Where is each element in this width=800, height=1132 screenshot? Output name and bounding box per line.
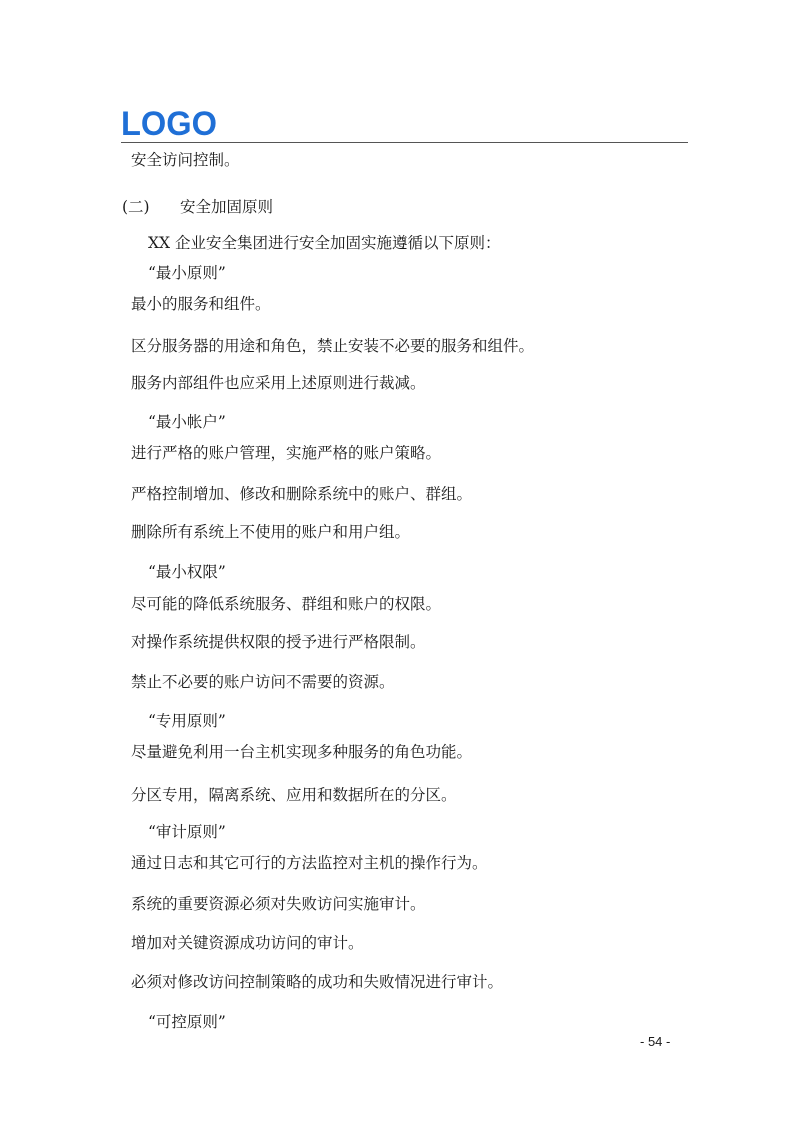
- text-line: 增加对关键资源成功访问的审计。: [131, 934, 364, 952]
- text-line: 最小的服务和组件。: [131, 295, 271, 313]
- section-number: (二): [122, 198, 150, 216]
- text-line: 安全访问控制。: [131, 151, 240, 169]
- text-line: 尽量避免利用一台主机实现多种服务的角色功能。: [131, 743, 473, 761]
- text-line: 严格控制增加、修改和删除系统中的账户、群组。: [131, 485, 473, 503]
- text-line: 禁止不必要的账户访问不需要的资源。: [131, 673, 395, 691]
- text-line: 删除所有系统上不使用的账户和用户组。: [131, 523, 411, 541]
- text-line: 通过日志和其它可行的方法监控对主机的操作行为。: [131, 854, 488, 872]
- principle-heading: “审计原则”: [148, 823, 226, 841]
- logo-text: LOGO: [121, 108, 217, 138]
- text-line: 分区专用，隔离系统、应用和数据所在的分区。: [131, 786, 457, 804]
- principle-heading: “最小权限”: [148, 563, 226, 581]
- text-line: 系统的重要资源必须对失败访问实施审计。: [131, 895, 426, 913]
- text-line: XX 企业安全集团进行安全加固实施遵循以下原则：: [148, 234, 501, 252]
- page-number: - 54 -: [640, 1034, 671, 1049]
- text-line: 进行严格的账户管理，实施严格的账户策略。: [131, 444, 442, 462]
- section-title: 安全加固原则: [180, 198, 274, 216]
- text-line: 区分服务器的用途和角色，禁止安装不必要的服务和组件。: [131, 337, 535, 355]
- text-line: 对操作系统提供权限的授予进行严格限制。: [131, 633, 426, 651]
- text-line: 必须对修改访问控制策略的成功和失败情况进行审计。: [131, 973, 504, 991]
- header-rule: [121, 142, 688, 143]
- principle-heading: “最小原则”: [148, 264, 226, 282]
- principle-heading: “最小帐户”: [148, 413, 226, 431]
- principle-heading: “可控原则”: [148, 1013, 226, 1031]
- text-line: 服务内部组件也应采用上述原则进行裁减。: [131, 374, 426, 392]
- logo: [121, 108, 221, 138]
- text-line: 尽可能的降低系统服务、群组和账户的权限。: [131, 595, 442, 613]
- principle-heading: “专用原则”: [148, 712, 226, 730]
